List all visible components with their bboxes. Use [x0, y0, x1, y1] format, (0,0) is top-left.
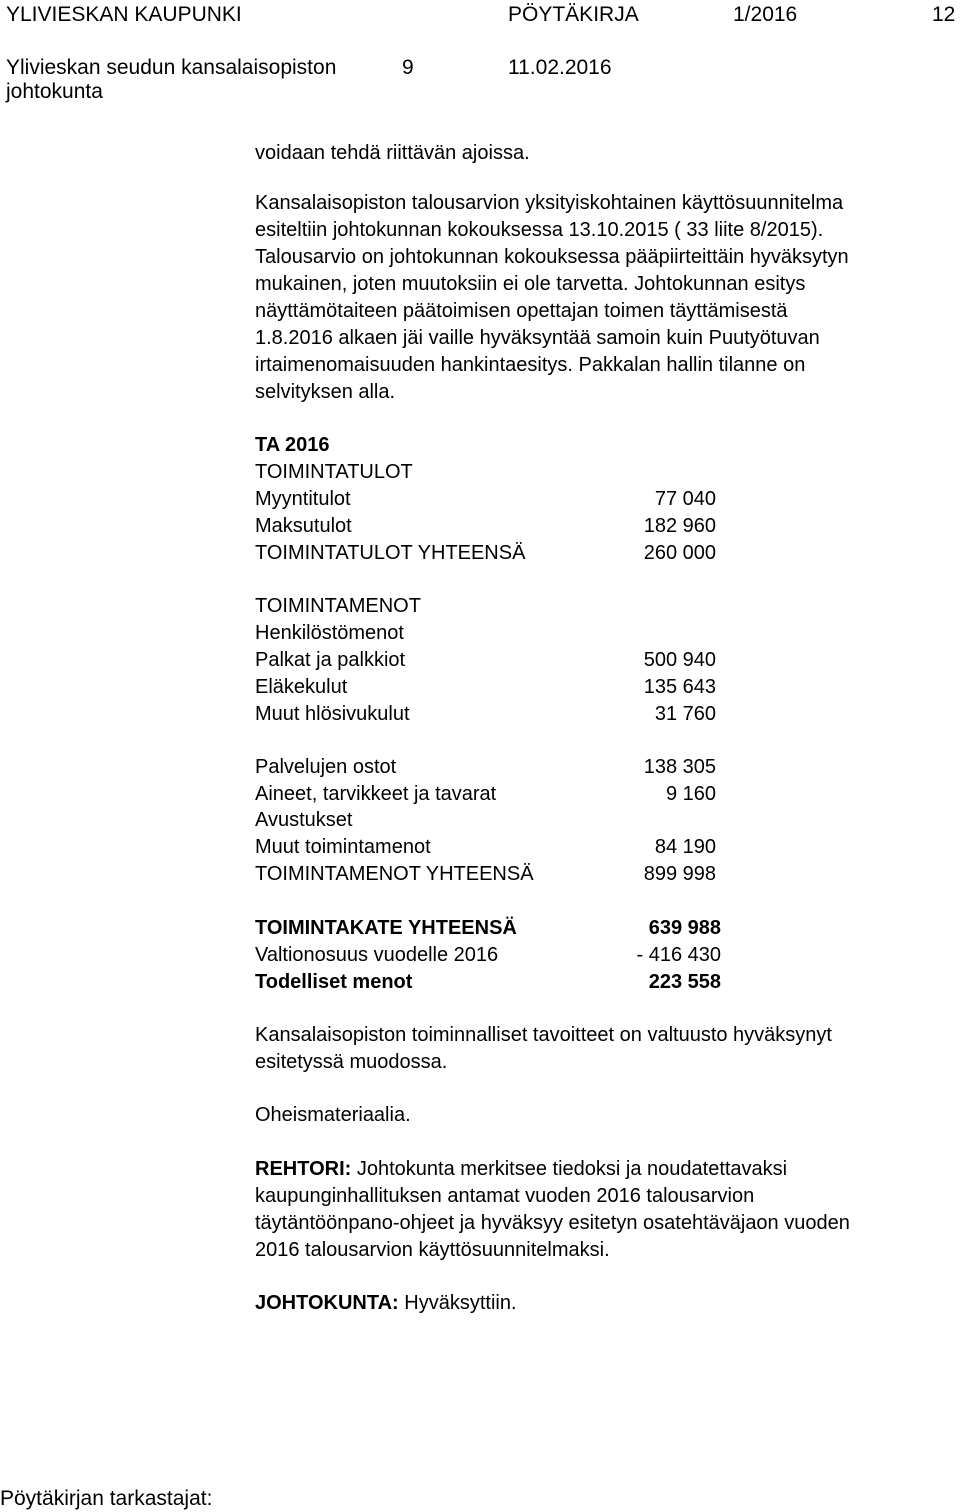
row-value: 135 643 — [643, 676, 716, 698]
personnel-heading: Henkilöstömenot — [255, 622, 404, 644]
row-value: 77 040 — [654, 488, 716, 510]
row-value: 260 000 — [643, 542, 716, 564]
row-value: 223 558 — [648, 971, 721, 993]
decision-text: Hyväksyttiin. — [404, 1292, 517, 1314]
paragraph-line: mukainen, joten muutoksiin ei ole tarvetta. Johtokunnan esitys — [255, 273, 806, 295]
paragraph-line: esiteltiin johtokunnan kokouksessa 13.10.2015 ( 33 liite 8/2015). — [255, 219, 824, 241]
paragraph-line: 1.8.2016 alkaen jäi vaille hyväksyntää samoin kuin Puutyötuvan — [255, 327, 820, 349]
budget-row — [255, 674, 725, 701]
budget-row — [255, 540, 725, 567]
row-value: 899 998 — [643, 863, 716, 885]
row-label: Eläkekulut — [255, 676, 348, 698]
rector-label: REHTORI: — [255, 1158, 352, 1180]
checkers-label: Pöytäkirjan tarkastajat: — [0, 1487, 213, 1510]
budget-heading: TA 2016 — [255, 434, 330, 456]
row-label: Todelliset menot — [255, 971, 413, 993]
paragraph-line: Talousarvio on johtokunnan kokouksessa pääpiirteittäin hyväksytyn — [255, 246, 849, 268]
paragraph-line: Kansalaisopiston talousarvion yksityiskohtainen käyttösuunnitelma — [255, 192, 844, 214]
budget-row — [255, 754, 725, 781]
board-decision — [255, 1290, 517, 1317]
row-label: Muut toimintamenot — [255, 836, 431, 858]
intro-line: voidaan tehdä riittävän ajoissa. — [255, 142, 530, 164]
paragraph-line: selvityksen alla. — [255, 381, 396, 403]
row-value: 9 160 — [665, 783, 716, 805]
paragraph-line: 2016 talousarvion käyttösuunnitelmaksi. — [255, 1239, 610, 1261]
row-value: 639 988 — [648, 917, 721, 939]
budget-row — [255, 647, 725, 674]
paragraph-line: Johtokunta merkitsee tiedoksi ja noudatettavaksi — [356, 1158, 788, 1180]
row-label: Aineet, tarvikkeet ja tavarat — [255, 783, 497, 805]
row-label: Valtionosuus vuodelle 2016 — [255, 944, 499, 966]
expenses-heading: TOIMINTAMENOT — [255, 595, 421, 617]
budget-row — [255, 701, 725, 728]
header-body-line1: Ylivieskan seudun kansalaisopiston — [6, 56, 337, 79]
row-label: Avustukset — [255, 809, 353, 831]
row-value: 84 190 — [654, 836, 716, 858]
row-label: Palvelujen ostot — [255, 756, 397, 778]
row-label: Muut hlösivukulut — [255, 703, 410, 725]
paragraph-line: näyttämötaiteen päätoimisen opettajan toimen täyttämisestä — [255, 300, 788, 322]
row-value: 500 940 — [643, 649, 716, 671]
budget-row — [255, 807, 725, 834]
row-label: TOIMINTAKATE YHTEENSÄ — [255, 917, 517, 939]
budget-row — [255, 486, 725, 513]
row-label: TOIMINTATULOT YHTEENSÄ — [255, 542, 526, 564]
paragraph-line: kaupunginhallituksen antamat vuoden 2016 talousarvion — [255, 1185, 755, 1207]
budget-row — [255, 781, 725, 808]
budget-row — [255, 834, 725, 861]
row-label: TOIMINTAMENOT YHTEENSÄ — [255, 863, 534, 885]
row-value: 138 305 — [643, 756, 716, 778]
paragraph-line: esitetyssä muodossa. — [255, 1051, 448, 1073]
paragraph-line: Kansalaisopiston toiminnalliset tavoitteet on valtuusto hyväksynyt — [255, 1024, 832, 1046]
header-body-line2: johtokunta — [6, 80, 103, 103]
income-heading: TOIMINTATULOT — [255, 461, 413, 483]
budget-row — [255, 942, 725, 969]
materials-note: Oheismateriaalia. — [255, 1104, 411, 1126]
row-value: 31 760 — [654, 703, 716, 725]
row-label: Myyntitulot — [255, 488, 351, 510]
header-doc-type: PÖYTÄKIRJA — [508, 3, 639, 26]
budget-row — [255, 513, 725, 540]
header-page-number: 12 — [932, 3, 956, 26]
goals-paragraph — [255, 1022, 955, 1076]
decision-label: JOHTOKUNTA: — [255, 1292, 399, 1314]
row-value: 182 960 — [643, 515, 716, 537]
paragraph-line: irtaimenomaisuuden hankintaesitys. Pakkalan hallin tilanne on — [255, 354, 806, 376]
budget-row-total — [255, 915, 725, 942]
header-section-number: 9 — [402, 56, 414, 79]
row-label: Maksutulot — [255, 515, 352, 537]
header-doc-number: 1/2016 — [733, 3, 798, 26]
row-value: - 416 430 — [636, 944, 721, 966]
rector-proposal — [255, 1156, 955, 1264]
paragraph-line: täytäntöönpano-ohjeet ja hyväksyy esitetyn osatehtäväjaon vuoden — [255, 1212, 850, 1234]
header-date: 11.02.2016 — [508, 56, 612, 79]
budget-row — [255, 861, 725, 888]
header-city: YLIVIESKAN KAUPUNKI — [6, 3, 242, 26]
row-label: Palkat ja palkkiot — [255, 649, 406, 671]
intro-paragraph — [255, 190, 955, 406]
budget-row-total — [255, 969, 725, 996]
